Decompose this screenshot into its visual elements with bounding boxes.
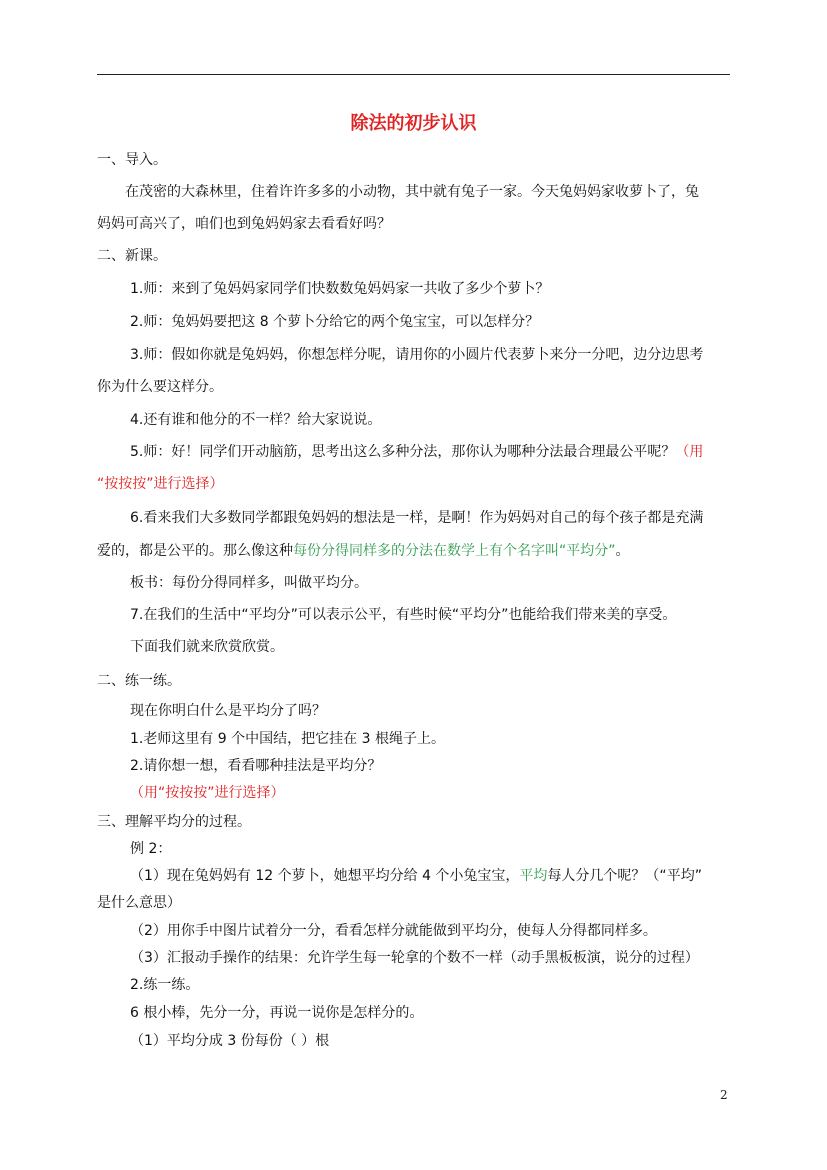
- page-number: 2: [720, 1088, 728, 1102]
- paragraph-line: （3）汇报动手操作的结果：允许学生每一轮拿的个数不一样（动手黑板板演，说分的过程）: [130, 950, 699, 966]
- paragraph-text: 5.师：好！同学们开动脑筋，思考出这么多种分法，那你认为哪种分法最合理最公平呢？: [130, 444, 676, 460]
- paragraph-text: 。: [615, 543, 630, 559]
- paragraph-line: 下面我们就来欣赏欣赏。: [130, 639, 284, 655]
- paragraph-line: 你为什么要这样分。: [97, 379, 223, 395]
- section-heading-intro: 一、导入。: [97, 152, 167, 168]
- green-highlight: 平均: [519, 868, 548, 884]
- paragraph-line: 现在你明白什么是平均分了吗？: [130, 703, 326, 719]
- page-title: 除法的初步认识: [350, 113, 477, 134]
- paragraph-line: [130, 442, 770, 462]
- section-heading-understanding: 三、理解平均分的过程。: [97, 814, 251, 830]
- red-highlight: “按按按”进行选择）: [97, 476, 224, 492]
- paragraph-text: 爱的，都是公平的。那么像这种: [97, 543, 293, 559]
- paragraph-text: （1）现在兔妈妈有 12 个萝卜，她想平均分给 4 个小兔宝宝，: [130, 868, 520, 884]
- paragraph-line: 2.师：兔妈妈要把这 8 个萝卜分给它的两个兔宝宝，可以怎样分？: [130, 314, 540, 330]
- paragraph-text: 每人分几个呢？（“平均”: [547, 868, 702, 884]
- paragraph-line: [97, 541, 737, 561]
- red-highlight: （用: [675, 444, 704, 460]
- paragraph-line: [130, 866, 770, 886]
- paragraph-line: 3.师：假如你就是兔妈妈，你想怎样分呢，请用你的小圆片代表萝卜来分一分吧，边分边思考: [130, 347, 704, 363]
- green-highlight: 每份分得同样多的分法在数学上有个名字叫“平均分”: [293, 543, 616, 559]
- paragraph-line: 1.老师这里有 9 个中国结，把它挂在 3 根绳子上。: [130, 731, 445, 747]
- paragraph-line: 2.请你想一想，看看哪种挂法是平均分？: [130, 758, 382, 774]
- paragraph-line: 妈妈可高兴了，咱们也到兔妈妈家去看看好吗？: [97, 216, 391, 232]
- paragraph-line: 是什么意思）: [97, 895, 181, 911]
- paragraph-line: 6 根小棒，先分一分，再说一说你是怎样分的。: [130, 1005, 424, 1021]
- section-heading-new-lesson: 二、新课。: [97, 248, 167, 264]
- section-heading-practice: 二、练一练。: [97, 673, 181, 689]
- paragraph-line: 在茂密的大森林里，住着许许多多的小动物，其中就有兔子一家。今天兔妈妈家收萝卜了，兔: [125, 184, 699, 200]
- paragraph-line: 7.在我们的生活中“平均分”可以表示公平，有些时候“平均分”也能给我们带来美的享受。: [130, 607, 677, 623]
- example-label: 例 2：: [130, 841, 172, 857]
- paragraph-line: 2.练一练。: [130, 977, 200, 993]
- header-rule: [97, 74, 730, 75]
- red-highlight: （用“按按按”进行选择）: [130, 785, 285, 801]
- paragraph-line: 6.看来我们大多数同学都跟兔妈妈的想法是一样，是啊！作为妈妈对自己的每个孩子都是充满: [130, 510, 704, 526]
- blackboard-note: 板书：每份分得同样多，叫做平均分。: [130, 575, 368, 591]
- paragraph-line: （1）平均分成 3 份每份（ ）根: [130, 1033, 330, 1049]
- paragraph-line: 4.还有谁和他分的不一样？给大家说说。: [130, 412, 382, 428]
- paragraph-line: 1.师：来到了兔妈妈家同学们快数数兔妈妈家一共收了多少个萝卜？: [130, 281, 550, 297]
- paragraph-line: （2）用你手中图片试着分一分，看看怎样分就能做到平均分，使每人分得都同样多。: [130, 923, 657, 939]
